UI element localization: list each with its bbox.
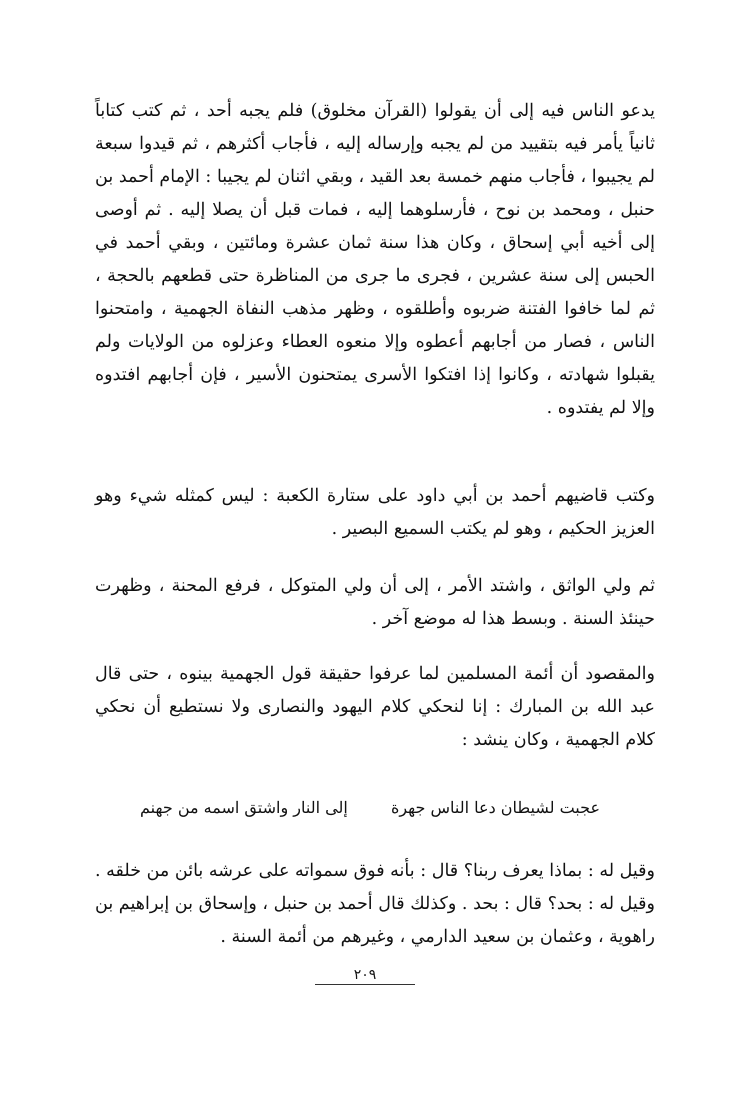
paragraph-how-to-know-lord: وقيل له : بماذا يعرف ربنا؟ قال : بأنه فوق سمواته على عرشه بائن من خلقه . وقيل له : بحد؟ قال : بحد . وكذلك قال أحمد بن حنبل ، وإسحاق بن إبراهيم بن راهوية ، وعثمان بن سعيد الدارمي ، وغيرهم من أئمة السنة . <box>95 861 655 947</box>
page-number: ٢٠٩ <box>315 966 415 985</box>
paragraph-mihna-account: يدعو الناس فيه إلى أن يقولوا (القرآن مخلوق) فلم يجبه أحد ، ثم كتب كتاباً ثانياً يأمر فيه بتقييد من لم يجبه وإرساله إليه ، فأجاب أكثرهم ، ثم قيدوا سبعة لم يجيبوا ، فأجاب منهم خمسة بعد القيد ، وبقي اثنان لم يجيبا : الإمام أحمد بن حنبل ، ومحمد بن نوح ، فأرسلوهما إليه ، فمات قبل أن يصلا إليه . ثم أوصى إلى أخيه أبي إسحاق ، وكان هذا سنة ثمان عشرة ومائتين ، وبقي أحمد في الحبس إلى سنة عشرين ، فجرى ما جرى من المناظرة حتى قطعهم بالحجة ، ثم لما خافوا الفتنة ضربوه وأطلقوه ، وظهر مذهب النفاة الجهمية ، وامتحنوا الناس ، فصار من أجابهم أعطوه وإلا منعوه العطاء وعزلوه من الولايات ولم يقبلوا شهادته ، وكانوا إذا افتكوا الأسرى يمتحنون الأسير ، فإن أجابهم افتدوه وإلا لم يفتدوه . <box>95 101 655 418</box>
poem-verse <box>140 798 600 817</box>
paragraph-wathiq-mutawakkil: ثم ولي الواثق ، واشتد الأمر ، إلى أن ولي المتوكل ، فرفع المحنة ، وظهرت حينئذ السنة . وبسط هذا له موضع آخر . <box>95 576 655 629</box>
paragraph-kaaba-inscription: وكتب قاضيهم أحمد بن أبي داود على ستارة الكعبة : ليس كمثله شيء وهو العزيز الحكيم ، وهو لم يكتب السميع البصير . <box>95 486 655 539</box>
verse-first-hemistich: عجبت لشيطان دعا الناس جهرة <box>390 798 600 817</box>
verse-second-hemistich: إلى النار واشتق اسمه من جهنم <box>140 798 348 817</box>
paragraph-ibn-mubarak: والمقصود أن أئمة المسلمين لما عرفوا حقيقة قول الجهمية بينوه ، حتى قال عبد الله بن المبارك : إنا لنحكي كلام اليهود والنصارى ولا نستطيع أن نحكي كلام الجهمية ، وكان ينشد : <box>95 664 655 750</box>
